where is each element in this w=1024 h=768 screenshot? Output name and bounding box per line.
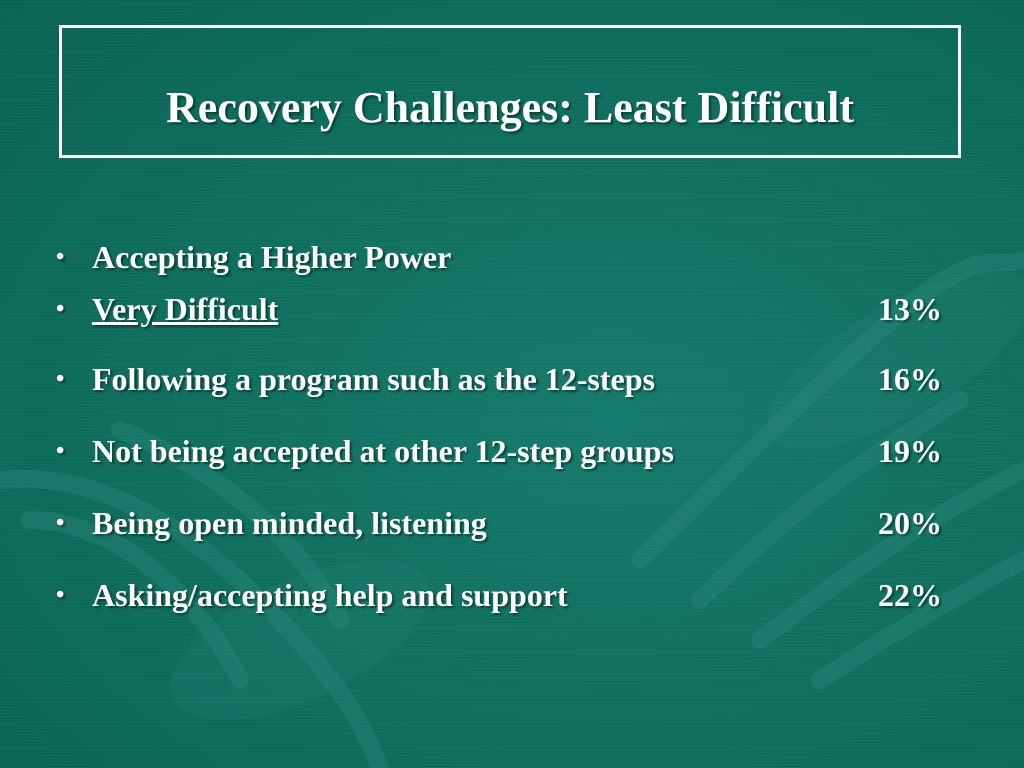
item-label: Very Difficult (92, 291, 279, 327)
list-item (56, 352, 956, 406)
bullet-icon: • (56, 582, 65, 608)
list-item (56, 424, 956, 478)
item-percent: 16% (878, 361, 942, 397)
item-percent: 20% (878, 505, 942, 541)
bullet-list (56, 230, 956, 622)
bullet-icon: • (56, 366, 65, 392)
item-percent: 22% (878, 577, 942, 613)
list-item (56, 568, 956, 622)
item-label: Being open minded, listening (92, 505, 487, 541)
bullet-icon: • (56, 438, 65, 464)
title-box (59, 25, 961, 158)
item-label: Following a program such as the 12-steps (92, 361, 655, 397)
item-label: Asking/accepting help and support (92, 577, 568, 613)
bullet-icon: • (56, 296, 65, 322)
item-label: Accepting a Higher Power (92, 239, 452, 275)
list-item (56, 496, 956, 550)
item-label: Not being accepted at other 12-step groups (92, 433, 674, 469)
bullet-icon: • (56, 510, 65, 536)
slide-title: Recovery Challenges: Least Difficult (166, 83, 854, 132)
bullet-icon: • (56, 244, 65, 270)
item-percent: 19% (878, 433, 942, 469)
list-item (56, 230, 956, 282)
list-item (56, 282, 956, 334)
item-percent: 13% (878, 291, 942, 327)
